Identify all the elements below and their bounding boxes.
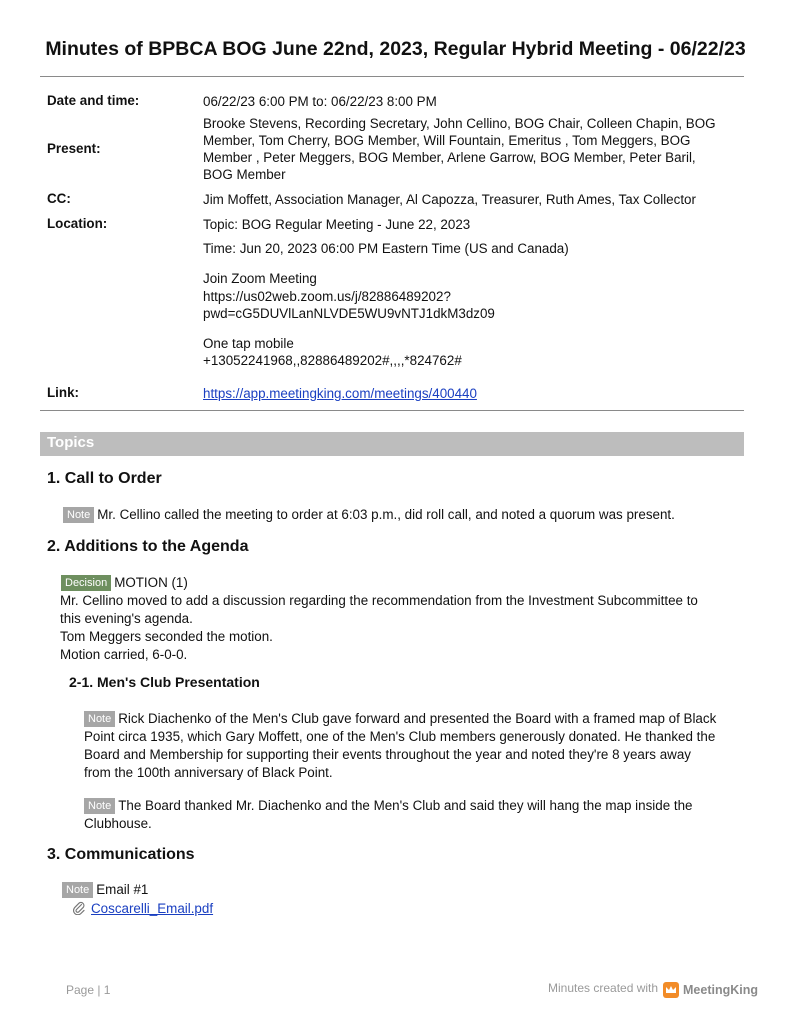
title-divider — [40, 76, 744, 77]
location-label: Location: — [47, 216, 108, 231]
page-number: Page | 1 — [66, 983, 111, 997]
note-line: Clubhouse. — [84, 816, 152, 831]
location-join: Join Zoom Meeting — [203, 271, 317, 286]
note-tag: Note — [62, 882, 93, 898]
location-tap: One tap mobile — [203, 336, 294, 351]
mens-club-note-2 — [84, 797, 754, 833]
present-line: Brooke Stevens, Recording Secretary, John Cellino, BOG Chair, Colleen Chapin, BOG — [203, 116, 716, 131]
paperclip-icon — [73, 901, 85, 918]
decision-line: this evening's agenda. — [60, 611, 193, 626]
communications-note — [62, 881, 148, 899]
note-tag: Note — [63, 507, 94, 523]
date-value: 06/22/23 6:00 PM to: 06/22/23 8:00 PM — [203, 94, 437, 109]
location-value — [203, 216, 748, 369]
section-call-to-order: 1. Call to Order — [47, 470, 162, 487]
location-url-1: https://us02web.zoom.us/j/82886489202? — [203, 289, 451, 304]
decision-line: Tom Meggers seconded the motion. — [60, 629, 273, 644]
attachment-link[interactable]: Coscarelli_Email.pdf — [91, 901, 214, 916]
decision-tag: Decision — [61, 575, 111, 591]
location-topic: Topic: BOG Regular Meeting - June 22, 2023 — [203, 217, 471, 232]
topics-header-label: Topics — [47, 434, 95, 451]
topics-header — [40, 432, 744, 456]
present-line: Member, Tom Cherry, BOG Member, Will Fountain, Emeritus , Tom Meggers, BOG — [203, 133, 691, 148]
present-line: BOG Member — [203, 167, 286, 182]
motion-label: MOTION (1) — [114, 575, 188, 590]
present-label: Present: — [47, 141, 101, 156]
meetingking-logo-icon — [663, 982, 679, 998]
page-title: Minutes of BPBCA BOG June 22nd, 2023, Regular Hybrid Meeting - 06/22/23 — [45, 38, 746, 60]
attachment-row — [73, 901, 213, 918]
note-line: Board and Membership for supporting their events throughout the year and noted they're 8 years away — [84, 747, 691, 762]
note-tag: Note — [84, 798, 115, 814]
present-value — [203, 115, 748, 183]
mens-club-note-1 — [84, 710, 754, 782]
present-line: Member , Peter Meggers, BOG Member, Arlene Garrow, BOG Member, Peter Baril, — [203, 150, 696, 165]
cc-label: CC: — [47, 191, 71, 206]
section-additions: 2. Additions to the Agenda — [47, 538, 249, 555]
location-time: Time: Jun 20, 2023 06:00 PM Eastern Time (US and Canada) — [203, 241, 569, 256]
cc-value: Jim Moffett, Association Manager, Al Capozza, Treasurer, Ruth Ames, Tax Collector — [203, 192, 696, 207]
meetingking-brand[interactable]: MeetingKing — [683, 983, 758, 997]
meeting-link[interactable]: https://app.meetingking.com/meetings/400440 — [203, 386, 477, 401]
note-text: Email #1 — [96, 882, 149, 897]
note-line: from the 100th anniversary of Black Point. — [84, 765, 333, 780]
note-line: Rick Diachenko of the Men's Club gave forward and presented the Board with a framed map of Black — [118, 711, 717, 726]
date-label: Date and time: — [47, 93, 140, 108]
meta-divider — [40, 410, 744, 411]
section-mens-club: 2-1. Men's Club Presentation — [69, 674, 260, 690]
note-text: Mr. Cellino called the meeting to order at 6:03 p.m., did roll call, and noted a quorum was present. — [97, 507, 675, 522]
decision-line: Mr. Cellino moved to add a discussion regarding the recommendation from the Investment Subcommittee to — [60, 593, 698, 608]
call-to-order-note — [63, 506, 675, 524]
note-line: Point circa 1935, which Gary Moffett, one of the Men's Club members generously donated. He thanked the — [84, 729, 716, 744]
section-communications: 3. Communications — [47, 846, 195, 863]
note-line: The Board thanked Mr. Diachenko and the Men's Club and said they will hang the map inside the — [118, 798, 693, 813]
decision-line: Motion carried, 6-0-0. — [60, 647, 188, 662]
location-phone: +13052241968,,82886489202#,,,,*824762# — [203, 353, 462, 368]
additions-decision — [61, 574, 751, 664]
link-label: Link: — [47, 385, 79, 400]
note-tag: Note — [84, 711, 115, 727]
location-url-2: pwd=cG5DUVlLanNLVDE5WU9vNTJ1dkM3dz09 — [203, 306, 495, 321]
created-with-label: Minutes created with — [548, 981, 659, 995]
